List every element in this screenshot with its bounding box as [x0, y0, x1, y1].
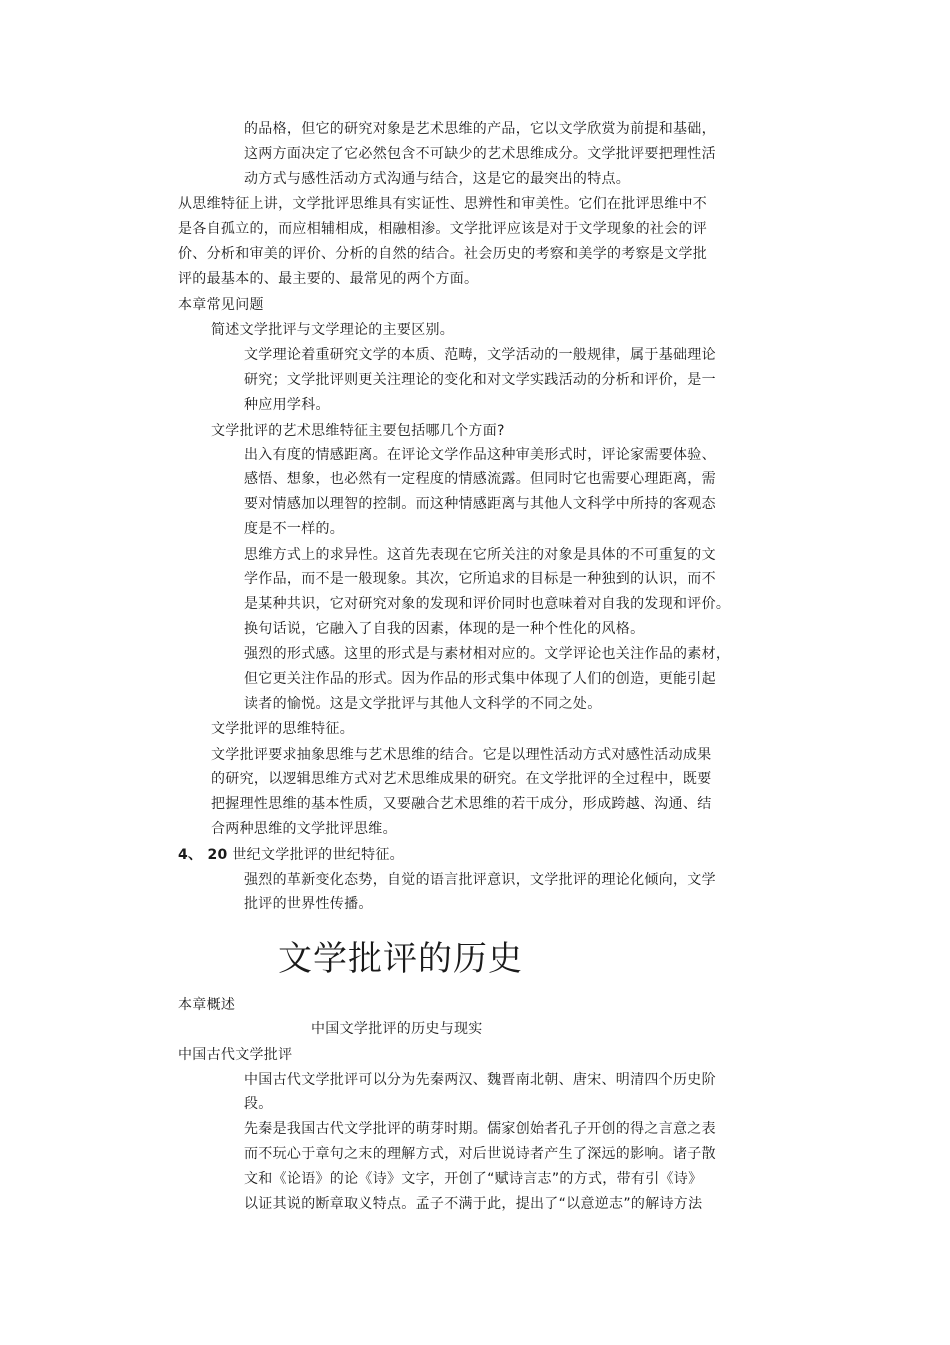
section-title: 中国文学批评的历史与现实 [311, 1021, 483, 1037]
text-line: 是各自孤立的，而应相辅相成，相融相渗。文学批评应该是对于文学现象的社会的评 [178, 221, 708, 237]
answer-line: 文学理论着重研究文学的本质、范畴，文学活动的一般规律，属于基础理论 [244, 347, 716, 363]
answer-line: 但它更关注作品的形式。因为作品的形式集中体现了人们的创造，更能引起 [244, 671, 716, 687]
text-line: 这两方面决定了它必然包含不可缺少的艺术思维成分。文学批评要把理性活 [244, 146, 716, 162]
chapter-title: 文学批评的历史 [278, 939, 523, 979]
answer-line: 读者的愉悦。这是文学批评与其他人文科学的不同之处。 [244, 696, 602, 712]
paragraph-line: 文和《论语》的论《诗》文字，开创了“赋诗言志”的方式，带有引《诗》 [244, 1171, 703, 1187]
answer-line: 学作品，而不是一般现象。其次，它所追求的目标是一种独到的认识，而不 [244, 571, 716, 587]
answer-line: 强烈的形式感。这里的形式是与素材相对应的。文学评论也关注作品的素材， [244, 646, 731, 662]
question-3: 文学批评的思维特征。 [211, 721, 354, 737]
question-text: 世纪文学批评的世纪特征。 [232, 847, 404, 863]
answer-line: 批评的世界性传播。 [244, 896, 373, 912]
text-line: 从思维特征上讲，文学批评思维具有实证性、思辨性和审美性。它们在批评思维中不 [178, 196, 708, 212]
answer-line: 的研究，以逻辑思维方式对艺术思维成果的研究。在文学批评的全过程中，既要 [211, 771, 712, 787]
answer-line: 合两种思维的文学批评思维。 [211, 821, 397, 837]
text-line: 评的最基本的、最主要的、最常见的两个方面。 [178, 271, 479, 287]
paragraph-line: 段。 [244, 1096, 273, 1112]
text-line: 的品格，但它的研究对象是艺术思维的产品，它以文学欣赏为前提和基础， [244, 121, 716, 137]
section-heading: 本章常见问题 [178, 297, 264, 313]
answer-line: 文学批评要求抽象思维与艺术思维的结合。它是以理性活动方式对感性活动成果 [211, 747, 712, 763]
overview-label: 本章概述 [178, 997, 236, 1013]
text-line: 价、分析和审美的评价、分析的自然的结合。社会历史的考察和美学的考察是文学批 [178, 246, 708, 262]
answer-line: 感悟、想象，也必然有一定程度的情感流露。但同时它也需要心理距离，需 [244, 471, 716, 487]
paragraph-line: 而不玩心于章句之末的理解方式，对后世说诗者产生了深远的影响。诸子散 [244, 1146, 716, 1162]
answer-line: 要对情感加以理智的控制。而这种情感距离与其他人文科学中所持的客观态 [244, 496, 716, 512]
answer-line: 度是不一样的。 [244, 521, 345, 537]
question-number: 4、 20 [178, 847, 228, 863]
sub-heading: 中国古代文学批评 [178, 1047, 293, 1063]
question-1: 简述文学批评与文学理论的主要区别。 [211, 322, 455, 338]
paragraph-line: 中国古代文学批评可以分为先秦两汉、魏晋南北朝、唐宋、明清四个历史阶 [244, 1072, 716, 1088]
paragraph-line: 先秦是我国古代文学批评的萌芽时期。儒家创始者孔子开创的得之言意之表 [244, 1121, 716, 1137]
question-4 [178, 845, 404, 865]
answer-line: 思维方式上的求异性。这首先表现在它所关注的对象是具体的不可重复的文 [244, 547, 716, 563]
paragraph-line: 以证其说的断章取义特点。孟子不满于此，提出了“以意逆志”的解诗方法 [244, 1196, 703, 1212]
answer-line: 研究；文学批评则更关注理论的变化和对文学实践活动的分析和评价，是一 [244, 372, 716, 388]
answer-line: 出入有度的情感距离。在评论文学作品这种审美形式时，评论家需要体验、 [244, 447, 716, 463]
answer-line: 种应用学科。 [244, 397, 330, 413]
answer-line: 把握理性思维的基本性质，又要融合艺术思维的若干成分，形成跨越、沟通、结 [211, 796, 712, 812]
text-line: 动方式与感性活动方式沟通与结合，这是它的最突出的特点。 [244, 171, 631, 187]
question-2: 文学批评的艺术思维特征主要包括哪几个方面? [211, 423, 505, 439]
answer-line: 换句话说，它融入了自我的因素，体现的是一种个性化的风格。 [244, 621, 645, 637]
answer-line: 是某种共识，它对研究对象的发现和评价同时也意味着对自我的发现和评价。 [244, 596, 731, 612]
answer-line: 强烈的革新变化态势，自觉的语言批评意识，文学批评的理论化倾向，文学 [244, 872, 716, 888]
